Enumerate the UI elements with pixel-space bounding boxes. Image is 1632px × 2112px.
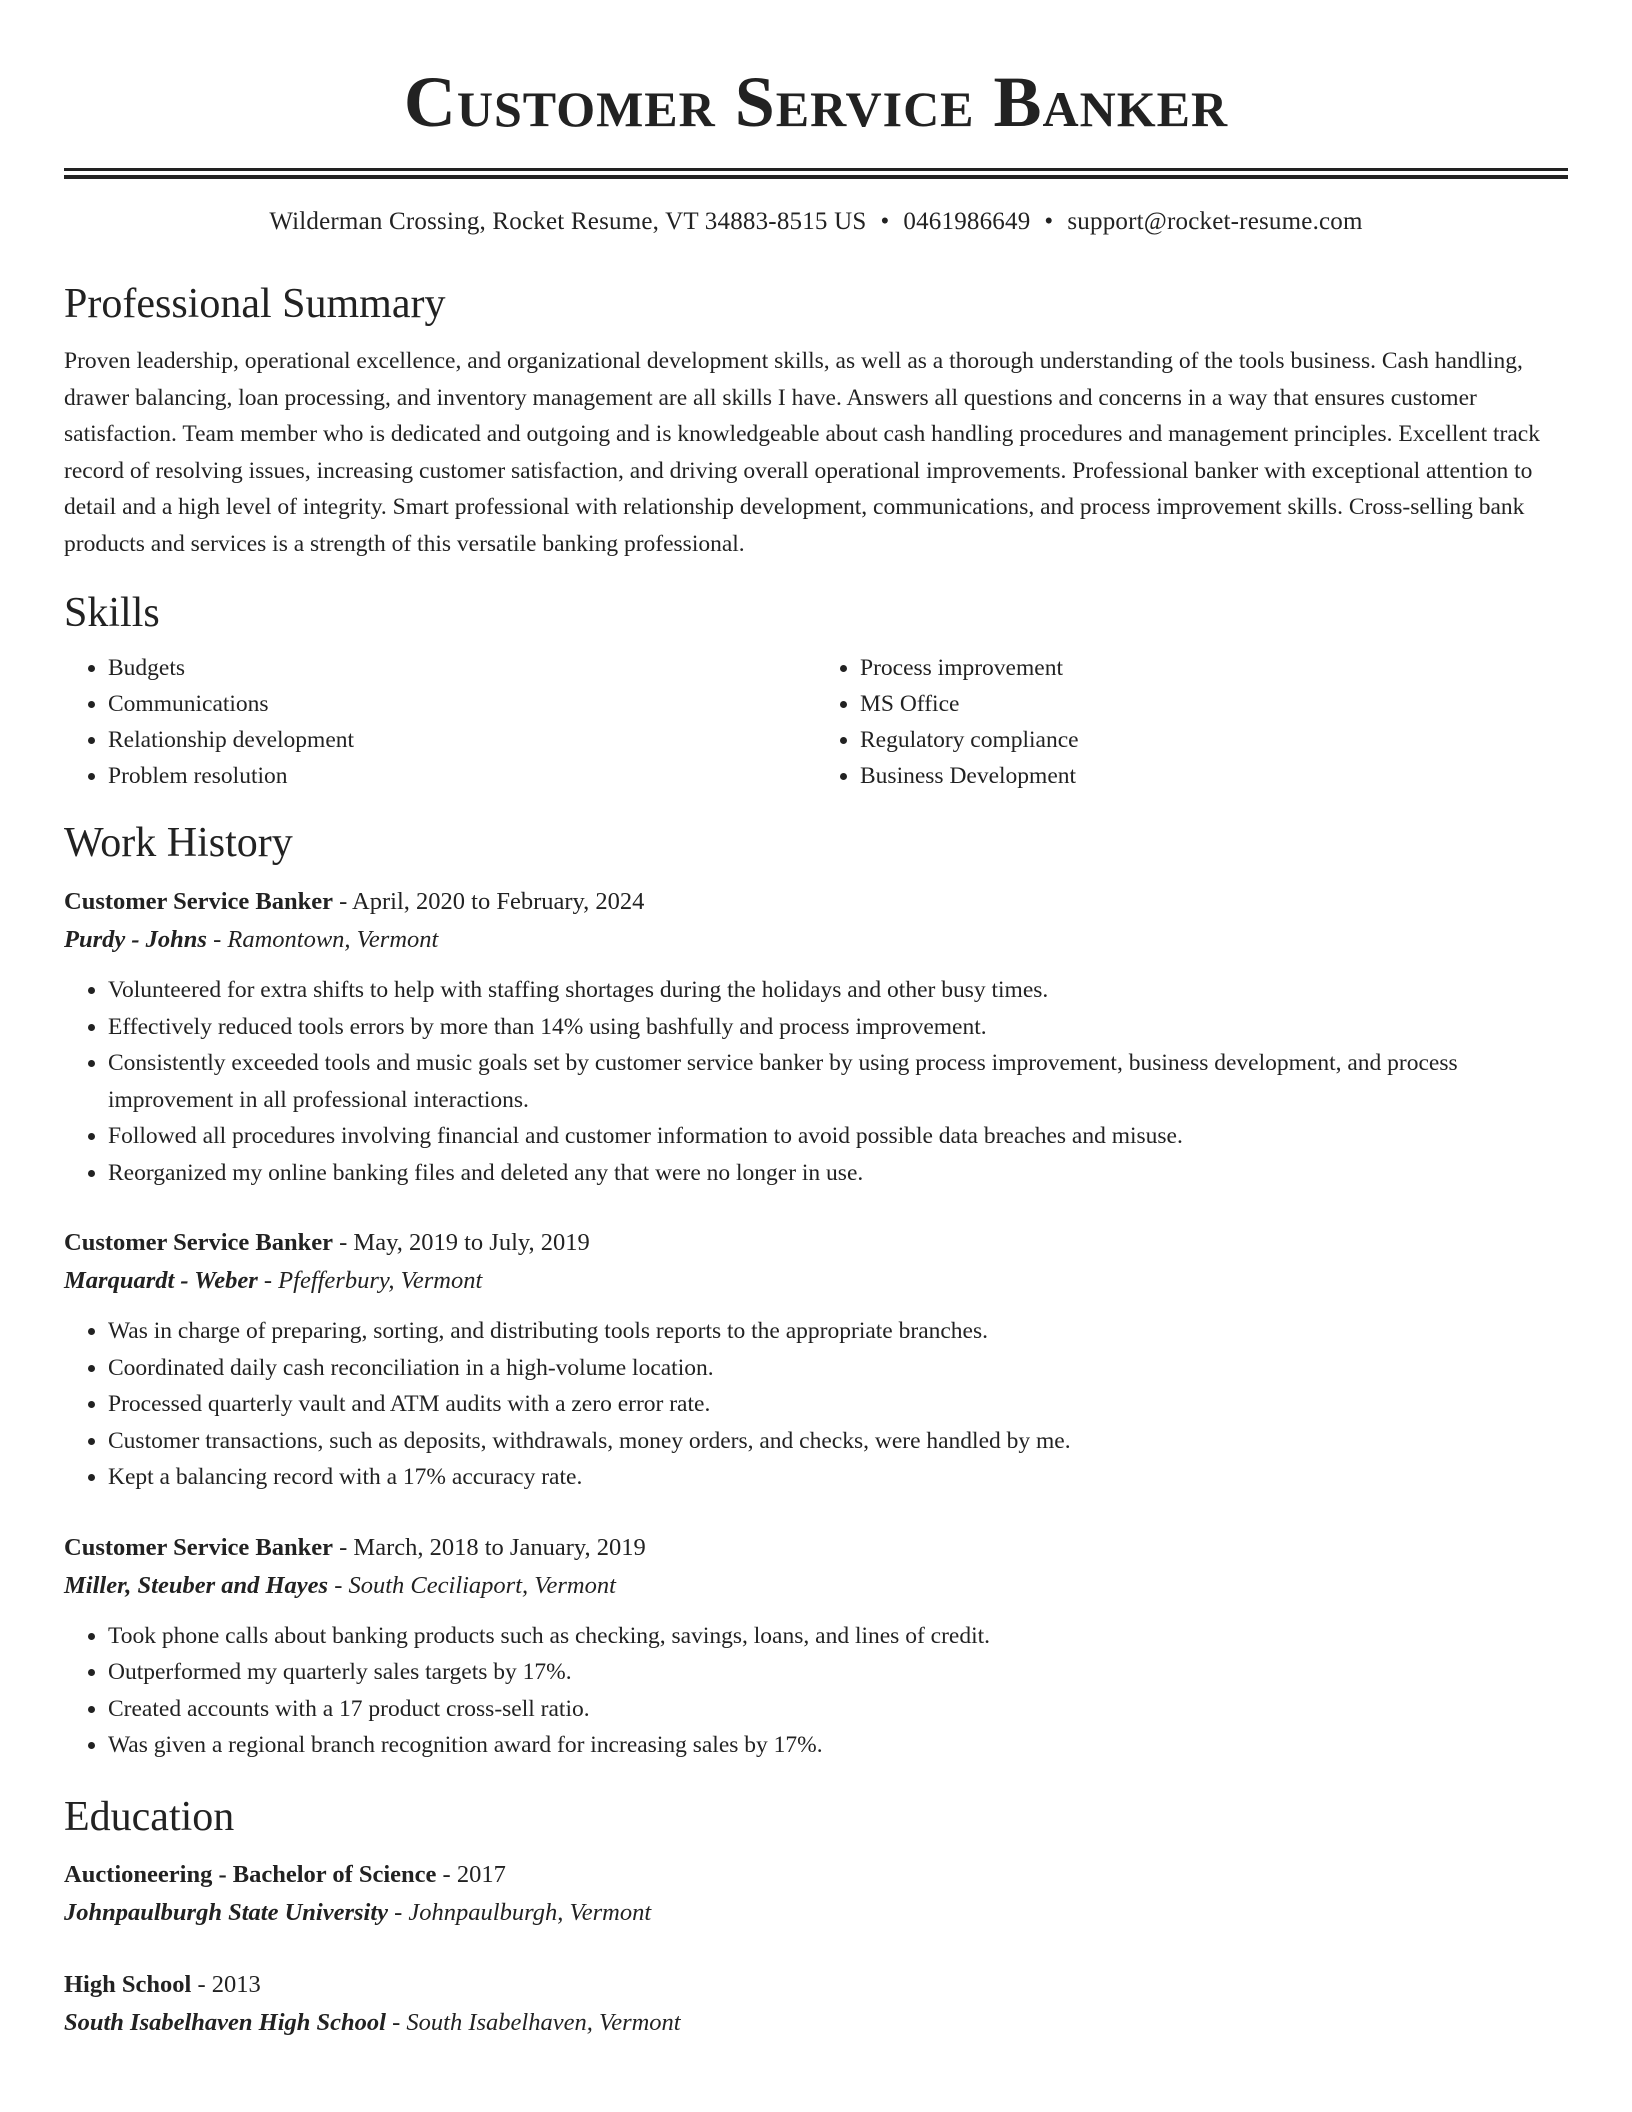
education-school: South Isabelhaven High School (64, 2008, 386, 2036)
skill-item: • Process improvement (860, 650, 1568, 686)
skill-item: • MS Office (860, 686, 1568, 722)
job-role: Customer Service Banker (64, 1533, 333, 1561)
skill-item: • Budgets (108, 650, 816, 686)
job-bullet: • Created accounts with a 17 product cross-sell ratio. (108, 1691, 1568, 1728)
job-title-line (64, 1530, 1568, 1566)
job-bullet: • Followed all procedures involving financial and customer information to avoid possible data breaches and misuse. (108, 1118, 1568, 1155)
education-location: - South Isabelhaven, Vermont (385, 2008, 681, 2036)
contact-email: support@rocket-resume.com (1067, 208, 1363, 235)
header-divider (64, 168, 1568, 179)
skill-item: • Business Development (860, 758, 1568, 794)
skill-item: • Regulatory compliance (860, 722, 1568, 758)
job-bullet: • Was given a regional branch recognition award for increasing sales by 17%. (108, 1727, 1568, 1764)
job-bullet: • Was in charge of preparing, sorting, and distributing tools reports to the appropriate branches. (108, 1313, 1568, 1350)
skills-list (64, 650, 1568, 794)
education-school-line (64, 2004, 1568, 2042)
contact-line (64, 205, 1568, 239)
contact-phone: 0461986649 (903, 208, 1031, 235)
contact-address: Wilderman Crossing, Rocket Resume, VT 34883-8515 US (269, 208, 867, 235)
job-location: - Pfefferbury, Vermont (257, 1267, 483, 1294)
job-dates: - April, 2020 to February, 2024 (333, 888, 645, 915)
education-location: - Johnpaulburgh, Vermont (388, 1898, 652, 1926)
job-bullet: • Effectively reduced tools errors by more than 14% using bashfully and process improvement. (108, 1009, 1568, 1046)
job-role: Customer Service Banker (64, 1229, 333, 1256)
job-dates: - March, 2018 to January, 2019 (333, 1533, 646, 1561)
job-bullet: • Took phone calls about banking products such as checking, savings, loans, and lines of credit. (108, 1618, 1568, 1655)
education-year: - 2017 (436, 1860, 506, 1888)
job-bullet: • Reorganized my online banking files and deleted any that were no longer in use. (108, 1155, 1568, 1192)
job-bullet: • Coordinated daily cash reconciliation in a high-volume location. (108, 1350, 1568, 1387)
education-degree-line (64, 1856, 1568, 1894)
education-degree-line (64, 1966, 1568, 2004)
summary-text: Proven leadership, operational excellence, and organizational development skills, as well as a thorough understanding of the tools business. Cash handling, drawer balancing, loan processing, and inventory management are all skills I have. Answers all questions and concerns in a way that ensures customer satisfaction. Team member who is dedicated and outgoing and is knowledgeable about cash handling procedures and management principles. Excellent track record of resolving issues, increasing customer satisfaction, and driving overall operational improvements. Professional banker with exceptional attention to detail and a high level of integrity. Smart professional with relationship development, communications, and process improvement skills. Cross-selling bank products and services is a strength of this versatile banking professional. (64, 348, 1540, 557)
education-school: Johnpaulburgh State University (64, 1898, 389, 1926)
education-heading: Education (64, 1793, 235, 1840)
education-year: - 2013 (191, 1970, 261, 1998)
education-degree: High School (64, 1970, 192, 1998)
education-degree: Auctioneering - Bachelor of Science (64, 1860, 437, 1888)
skill-item: • Relationship development (108, 722, 816, 758)
job-company-line (64, 920, 1568, 960)
job-bullet: • Kept a balancing record with a 17% accuracy rate. (108, 1459, 1568, 1496)
skill-item: • Communications (108, 686, 816, 722)
skills-heading: Skills (64, 590, 160, 636)
work-history-heading: Work History (64, 820, 293, 866)
job-title-line (64, 1225, 1568, 1261)
contact-separator: • (880, 208, 890, 235)
job-company-line (64, 1566, 1568, 1606)
summary-heading: Professional Summary (64, 281, 446, 327)
job-company: Purdy - Johns (64, 926, 207, 953)
job-dates: - May, 2019 to July, 2019 (333, 1229, 590, 1256)
job-bullet: • Consistently exceeded tools and music goals set by customer service banker by using process improvement, business development, and process improvement in all professional interactions. (108, 1045, 1568, 1118)
skills-column-left (64, 650, 816, 794)
job-location: - South Ceciliaport, Vermont (328, 1571, 616, 1599)
job-role: Customer Service Banker (64, 888, 333, 915)
education-entry (64, 1856, 1568, 1932)
skills-column-right (816, 650, 1568, 794)
job-bullets (64, 972, 1568, 1191)
skill-item: • Problem resolution (108, 758, 816, 794)
job-title-line (64, 884, 1568, 920)
job-company: Miller, Steuber and Hayes (64, 1571, 329, 1599)
job-bullet: • Outperformed my quarterly sales targets by 17%. (108, 1654, 1568, 1691)
job-company-line (64, 1261, 1568, 1301)
education-entry (64, 1966, 1568, 2042)
job-entry (64, 1225, 1568, 1496)
contact-separator: • (1044, 208, 1054, 235)
job-location: - Ramontown, Vermont (206, 926, 439, 953)
job-bullet: • Volunteered for extra shifts to help with staffing shortages during the holidays and other busy times. (108, 972, 1568, 1009)
job-entry (64, 1530, 1568, 1764)
job-company: Marquardt - Weber (64, 1267, 258, 1294)
job-entry (64, 884, 1568, 1191)
education-school-line (64, 1894, 1568, 1932)
job-bullet: • Processed quarterly vault and ATM audits with a zero error rate. (108, 1386, 1568, 1423)
job-bullets (64, 1618, 1568, 1764)
job-bullet: • Customer transactions, such as deposits, withdrawals, money orders, and checks, were handled by me. (108, 1423, 1568, 1460)
resume-name: Customer Service Banker (403, 62, 1229, 142)
job-bullets (64, 1313, 1568, 1496)
